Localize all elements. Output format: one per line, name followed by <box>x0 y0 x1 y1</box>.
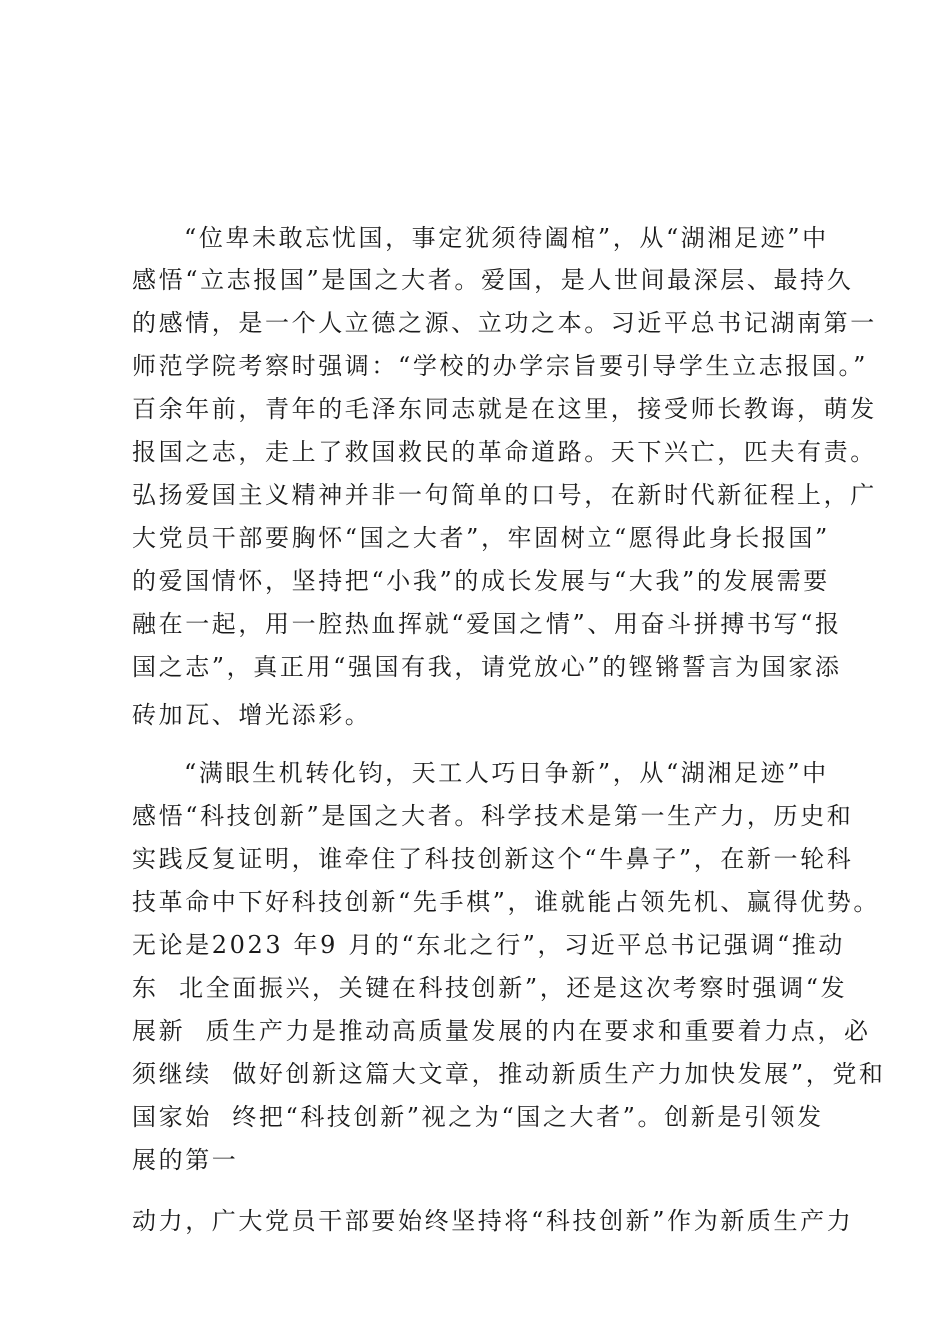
paragraph-line: 弘扬爱国主义精神并非一句简单的口号，在新时代新征程上，广 <box>132 481 877 509</box>
paragraph-line: 国之志”，真正用“强国有我，请党放心”的铿锵誓言为国家添 <box>132 653 842 681</box>
paragraph-line: 无论是2023 年9 月的“东北之行”，习近平总书记强调“推动 <box>132 931 846 959</box>
paragraph-line: “位卑未敢忘忧国，事定犹须待阖棺”，从“湖湘足迹”中 <box>184 224 829 252</box>
paragraph-line: 报国之志，走上了救国救民的革命道路。天下兴亡，匹夫有责。 <box>132 438 877 466</box>
paragraph-line: 展新 质生产力是推动高质量发展的内在要求和重要着力点，必 <box>132 1017 871 1045</box>
paragraph-line: 须继续 做好创新这篇大文章，推动新质生产力加快发展”，党和 <box>132 1060 886 1088</box>
paragraph-line: 感悟“科技创新”是国之大者。科学技术是第一生产力，历史和 <box>132 802 854 830</box>
paragraph-line: 国家始 终把“科技创新”视之为“国之大者”。创新是引领发 <box>132 1103 824 1131</box>
paragraph-line: 动力，广大党员干部要始终坚持将“科技创新”作为新质生产力 <box>132 1207 854 1235</box>
paragraph-line: 大党员干部要胸怀“国之大者”，牢固树立“愿得此身长报国” <box>132 524 830 552</box>
paragraph-line: 砖加瓦、增光添彩。 <box>132 701 372 729</box>
paragraph-line: 融在一起，用一腔热血挥就“爱国之情”、用奋斗拼搏书写“报 <box>132 610 842 638</box>
paragraph-line: 实践反复证明，谁牵住了科技创新这个“牛鼻子”，在新一轮科 <box>132 845 854 873</box>
paragraph-line: 技革命中下好科技创新“先手棋”，谁就能占领先机、赢得优势。 <box>132 888 880 916</box>
paragraph-line: 展的第一 <box>132 1146 239 1174</box>
paragraph-line: 东 北全面振兴，关键在科技创新”，还是这次考察时强调“发 <box>132 974 848 1002</box>
paragraph-line: 百余年前，青年的毛泽东同志就是在这里，接受师长教诲，萌发 <box>132 395 877 423</box>
paragraph-line: 的感情，是一个人立德之源、立功之本。习近平总书记湖南第一 <box>132 309 877 337</box>
paragraph-line: 的爱国情怀，坚持把“小我”的成长发展与“大我”的发展需要 <box>132 567 830 595</box>
paragraph-line: “满眼生机转化钧，天工人巧日争新”，从“湖湘足迹”中 <box>184 759 829 787</box>
paragraph-line: 感悟“立志报国”是国之大者。爱国，是人世间最深层、最持久 <box>132 266 854 294</box>
paragraph-line: 师范学院考察时强调：“学校的办学宗旨要引导学生立志报国。” <box>132 352 868 380</box>
